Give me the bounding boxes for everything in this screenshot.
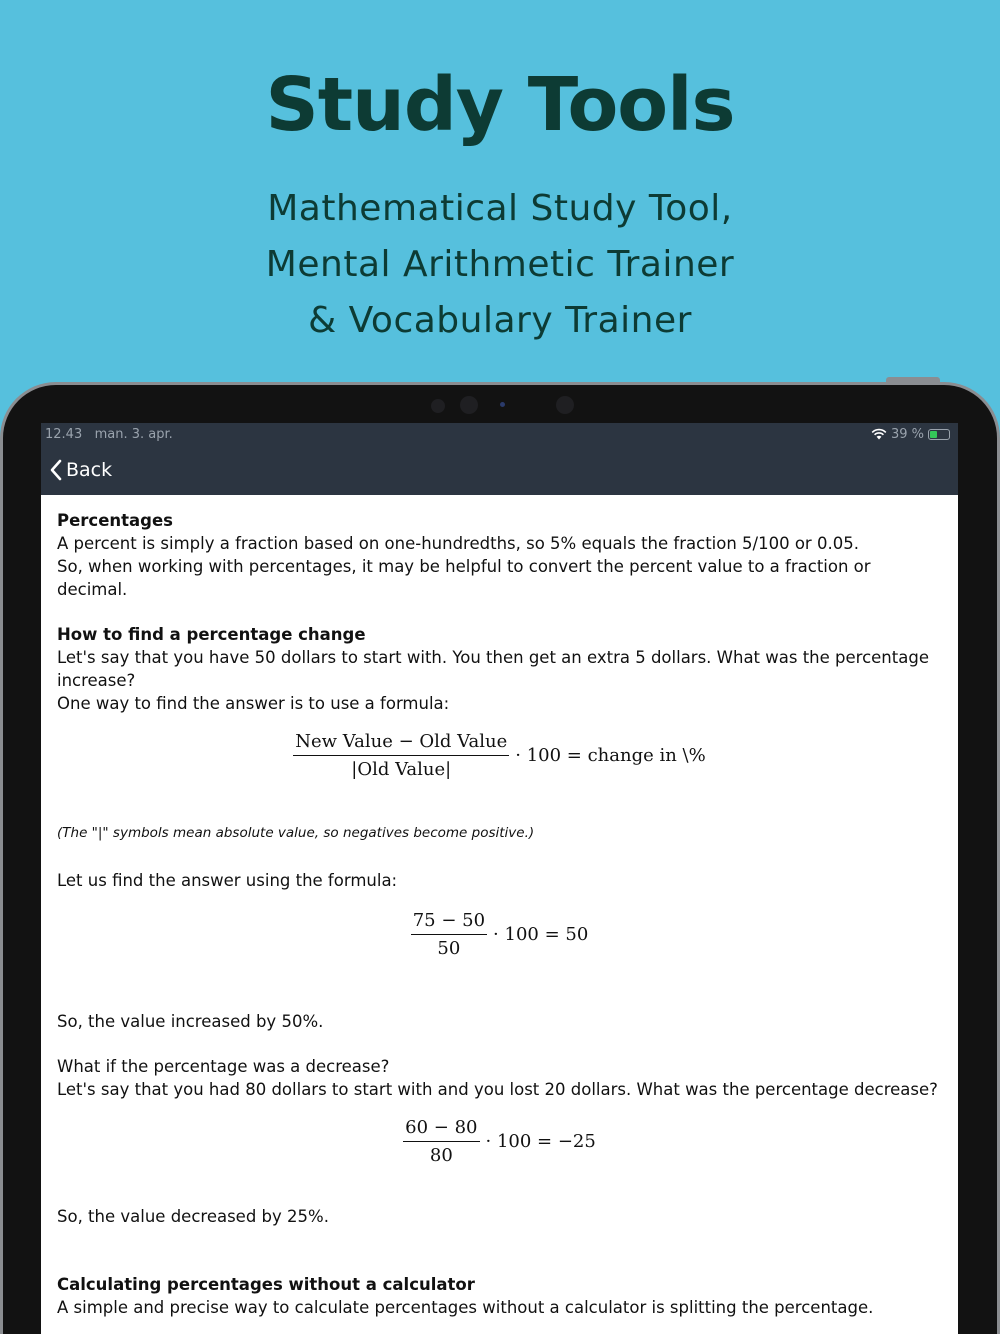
article-content [41, 495, 958, 1319]
formula-rest: · 100 = −25 [485, 1130, 596, 1152]
paragraph: A percent is simply a fraction based on one-hundredths, so 5% equals the fraction 5/100 or 0.05. [57, 534, 859, 553]
formula-percentage-change [57, 727, 942, 783]
camera-indicator [500, 402, 505, 407]
battery-percent: 39 % [890, 426, 924, 442]
app-screen [41, 423, 958, 1334]
battery-icon [928, 429, 950, 440]
promo-subtitle-line-2: Mental Arithmetic Trainer [265, 244, 735, 285]
paragraph: Let us find the answer using the formula: [57, 871, 398, 890]
status-time: 12.43 [45, 426, 83, 442]
paragraph: What if the percentage was a decrease? [57, 1057, 390, 1076]
paragraph: A simple and precise way to calculate percentages without a calculator is splitting the percentage. [57, 1298, 874, 1317]
front-camera [460, 396, 478, 414]
heading-percentage-change: How to find a percentage change [57, 625, 366, 644]
promo-subtitle-line-1: Mathematical Study Tool, [267, 188, 733, 229]
status-date: man. 3. apr. [94, 426, 173, 442]
promo-subtitle-line-3: & Vocabulary Trainer [308, 300, 692, 341]
formula-rest: · 100 = change in \% [515, 744, 706, 766]
formula-numerator: 60 − 80 [403, 1116, 479, 1142]
formula-numerator: New Value − Old Value [293, 730, 509, 756]
absolute-value-note: (The "|" symbols mean absolute value, so negatives become positive.) [57, 825, 535, 841]
formula-increase-example [57, 906, 942, 962]
navigation-bar [41, 445, 958, 495]
formula-denominator: 50 [437, 937, 461, 959]
status-bar [41, 423, 958, 445]
formula-numerator: 75 − 50 [411, 909, 487, 935]
camera-sensor [431, 399, 445, 413]
promo-title: Study Tools [265, 62, 735, 148]
paragraph: So, the value decreased by 25%. [57, 1207, 329, 1226]
paragraph: One way to find the answer is to use a formula: [57, 694, 450, 713]
formula-decrease-example [57, 1113, 942, 1169]
heading-without-calculator: Calculating percentages without a calculator [57, 1275, 475, 1294]
formula-denominator: 80 [429, 1144, 453, 1166]
chevron-left-icon [49, 458, 63, 482]
paragraph: Let's say that you had 80 dollars to start with and you lost 20 dollars. What was the percentage decrease? [57, 1080, 938, 1099]
formula-denominator: |Old Value| [351, 758, 452, 780]
paragraph: So, the value increased by 50%. [57, 1012, 324, 1031]
back-button[interactable] [49, 458, 112, 482]
paragraph: Let's say that you have 50 dollars to start with. You then get an extra 5 dollars. What was the percentage increase? [57, 648, 929, 690]
heading-percentages: Percentages [57, 511, 173, 530]
formula-rest: · 100 = 50 [493, 923, 589, 945]
wifi-icon [871, 428, 887, 440]
face-id-sensor [556, 396, 574, 414]
paragraph: So, when working with percentages, it may be helpful to convert the percent value to a fraction or decimal. [57, 557, 871, 599]
back-label: Back [66, 459, 113, 481]
